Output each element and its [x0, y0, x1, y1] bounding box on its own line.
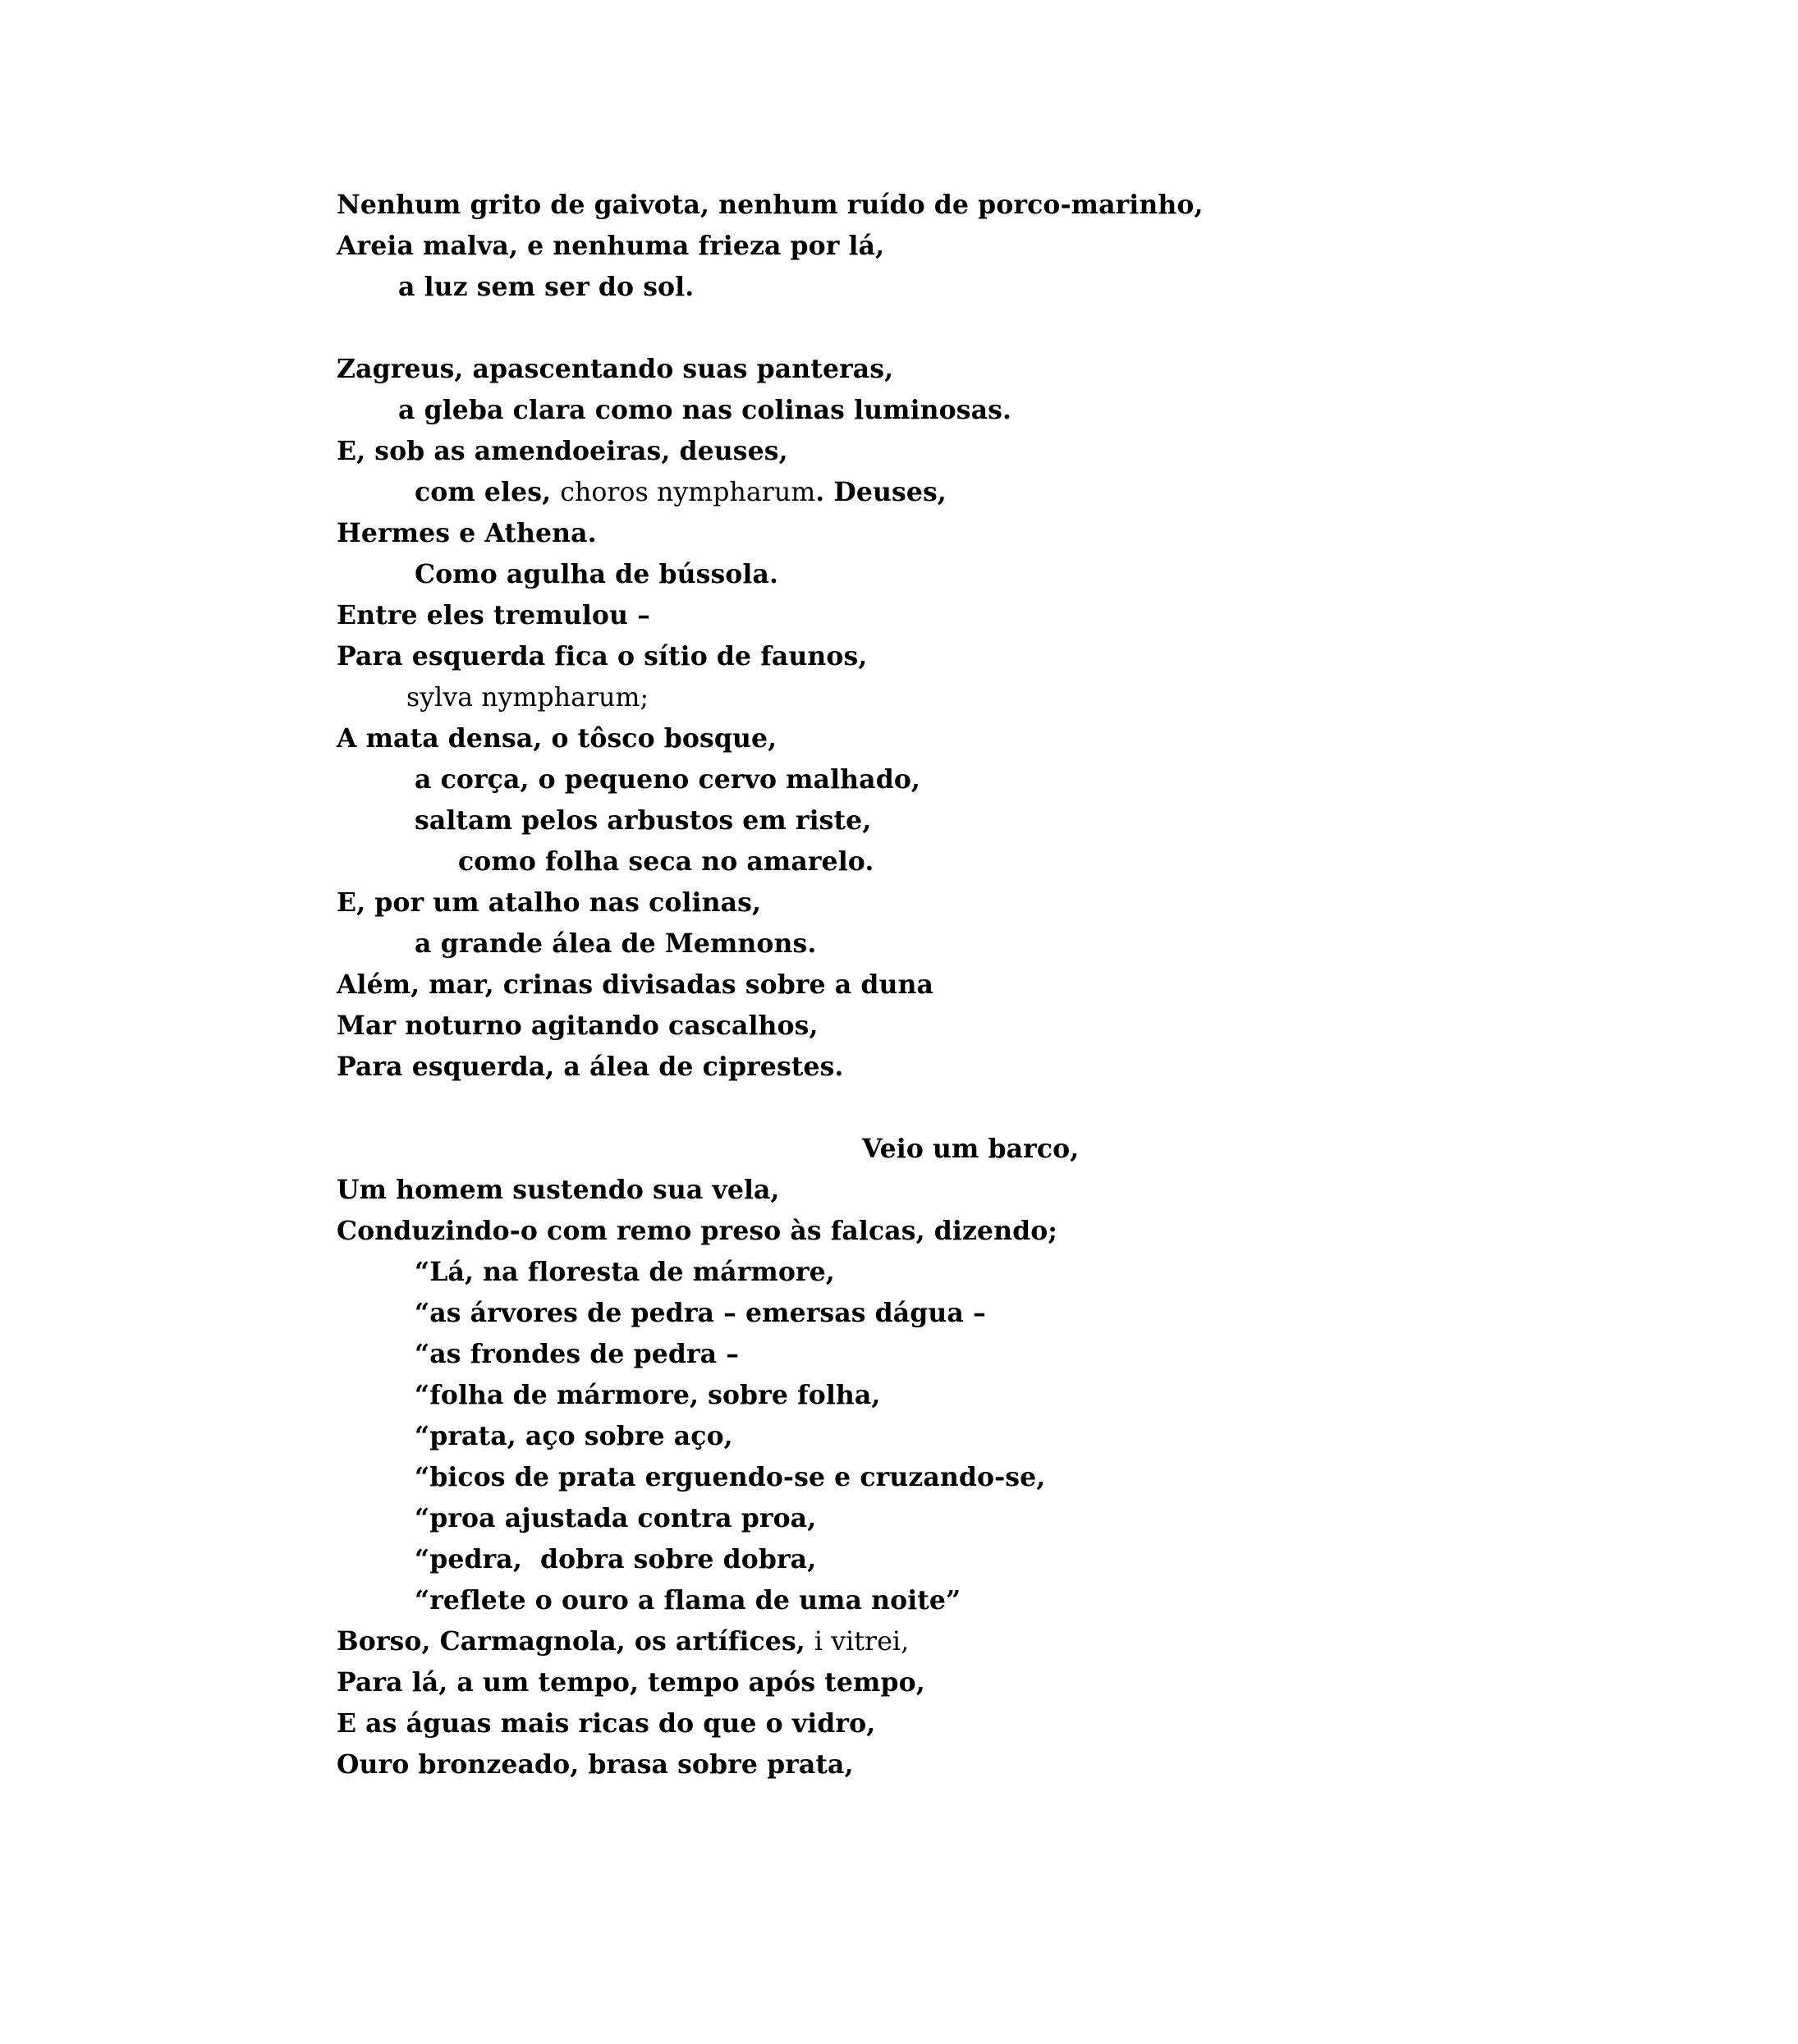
poem-line: [337, 472, 1568, 513]
poem-line: “bicos de prata erguendo-se e cruzando-se,: [415, 1462, 1046, 1492]
poem-line: Para esquerda, a álea de ciprestes.: [337, 1052, 844, 1082]
poem-line: Areia malva, e nenhuma frieza por lá,: [337, 231, 885, 261]
poem-line: “prata, aço sobre aço,: [415, 1421, 733, 1451]
poem-line: “folha de mármore, sobre folha,: [415, 1380, 881, 1410]
poem-line: sylva nympharum;: [406, 683, 649, 713]
poem-line-fragment: . Deuses,: [815, 477, 947, 507]
poem-line: “Lá, na floresta de mármore,: [415, 1257, 835, 1287]
poem-line: a luz sem ser do sol.: [398, 272, 695, 302]
poem-line: Entre eles tremulou –: [337, 600, 650, 630]
poem-line: “as árvores de pedra – emersas dágua –: [415, 1298, 986, 1328]
poem-line: Nenhum grito de gaivota, nenhum ruído de porco-marinho,: [337, 190, 1204, 220]
poem-line: a gleba clara como nas colinas luminosas.: [398, 395, 1012, 425]
poem-line: E as águas mais ricas do que o vidro,: [337, 1708, 876, 1739]
poem-line: “pedra, dobra sobre dobra,: [415, 1544, 817, 1574]
poem-line: Ouro bronzeado, brasa sobre prata,: [337, 1749, 854, 1780]
poem-line-fragment: i vitrei,: [814, 1627, 910, 1657]
poem-line: “proa ajustada contra proa,: [415, 1503, 817, 1533]
poem-line: E, por um atalho nas colinas,: [337, 887, 762, 918]
poem-line: saltam pelos arbustos em riste,: [415, 805, 872, 836]
poem-line: Conduzindo-o com remo preso às falcas, dizendo;: [337, 1216, 1058, 1246]
poem-line: [337, 1621, 1568, 1662]
poem-line-fragment: Borso, Carmagnola, os artífices,: [337, 1626, 814, 1657]
poem-line: Para esquerda fica o sítio de faunos,: [337, 641, 868, 671]
poem-line: a corça, o pequeno cervo malhado,: [415, 764, 920, 795]
poem-line: Hermes e Athena.: [337, 518, 597, 548]
poem-line: Veio um barco,: [862, 1134, 1080, 1164]
poem-line-fragment: com eles,: [415, 477, 561, 507]
poem-stanza: [337, 349, 1568, 1088]
poem-line-fragment: choros nympharum: [560, 478, 816, 507]
poem-line: Um homem sustendo sua vela,: [337, 1175, 780, 1205]
poem-line: como folha seca no amarelo.: [458, 846, 874, 877]
poem-line: “reflete o ouro a flama de uma noite”: [415, 1585, 961, 1615]
poem-line: Zagreus, apascentando suas panteras,: [337, 354, 894, 384]
poem-line: Além, mar, crinas divisadas sobre a duna: [337, 969, 933, 1000]
poem-line: “as frondes de pedra –: [415, 1339, 740, 1369]
poem-line: Para lá, a um tempo, tempo após tempo,: [337, 1667, 925, 1698]
poem-line: E, sob as amendoeiras, deuses,: [337, 436, 788, 466]
poem-line: a grande álea de Memnons.: [415, 928, 817, 959]
poem-line: A mata densa, o tôsco bosque,: [337, 723, 777, 754]
poem-line: Como agulha de bússola.: [415, 559, 779, 589]
poem-line: Mar noturno agitando cascalhos,: [337, 1011, 819, 1041]
poem-stanza: [337, 1129, 1568, 1785]
poem-stanza: [337, 185, 1568, 308]
poem-body: [337, 185, 1568, 1785]
